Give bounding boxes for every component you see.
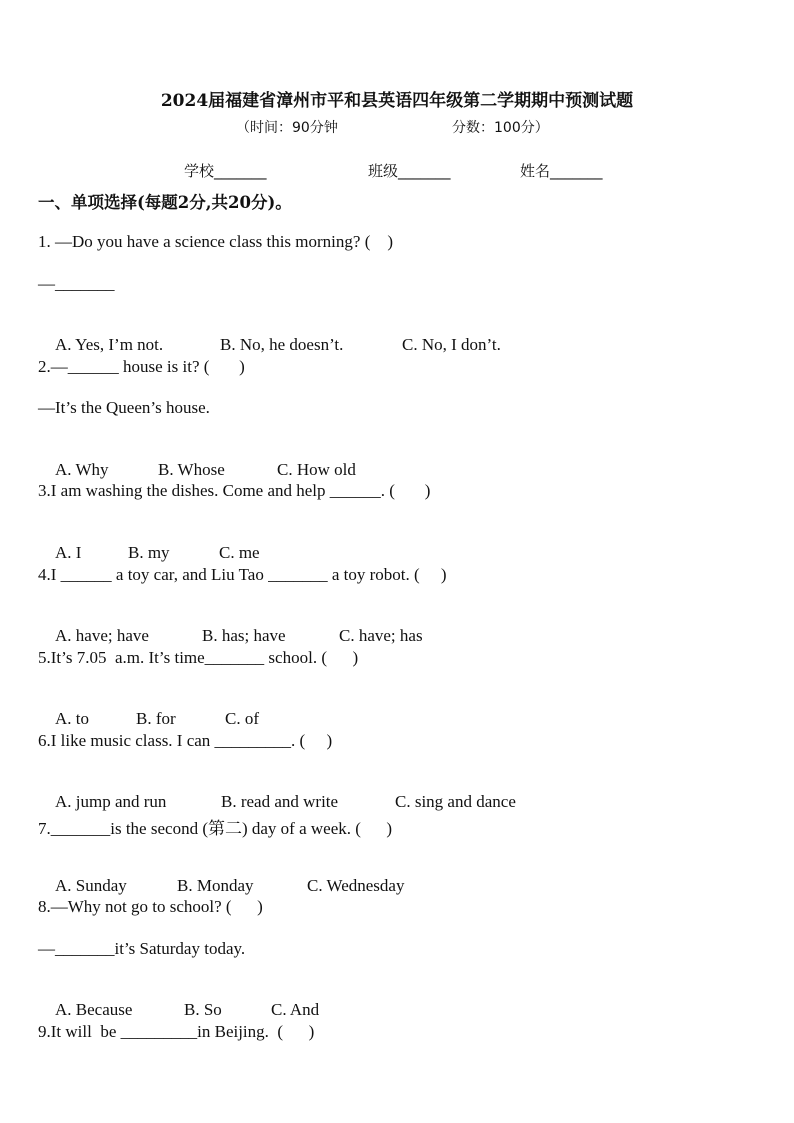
option-c: C. And: [271, 1000, 320, 1019]
option-c: C. No, I don’t.: [402, 335, 501, 354]
school-field: 学校_______: [184, 162, 267, 180]
class-field: 班级_______: [368, 162, 451, 180]
page-title: 2024届福建省漳州市平和县英语四年级第二学期期中预测试题: [160, 91, 634, 111]
option-b: B. read and write: [221, 792, 339, 811]
question-7-text: 7._______is the second (第二) day of a week. ( ): [38, 819, 393, 838]
option-c: C. have; has: [339, 626, 423, 645]
option-a: A. jump and run: [55, 792, 167, 811]
question-1-answer-line: —_______: [38, 274, 115, 293]
option-c: C. How old: [277, 460, 356, 479]
option-a: A. I: [55, 543, 82, 562]
question-1-text: 1. —Do you have a science class this morning? ( ): [38, 232, 394, 251]
option-a: A. have; have: [55, 626, 149, 645]
question-8-text: 8.—Why not go to school? ( ): [38, 897, 263, 916]
option-b: B. Monday: [177, 876, 254, 895]
option-b: B. for: [136, 709, 176, 728]
option-a: A. Why: [55, 460, 109, 479]
option-b: B. No, he doesn’t.: [220, 335, 344, 354]
question-3-text: 3.I am washing the dishes. Come and help ______. ( ): [38, 481, 431, 500]
question-5-text: 5.It’s 7.05 a.m. It’s time_______ school. ( ): [38, 648, 359, 667]
question-6-text: 6.I like music class. I can _________. ( ): [38, 731, 333, 750]
option-c: C. sing and dance: [395, 792, 516, 811]
option-b: B. So: [184, 1000, 222, 1019]
option-c: C. Wednesday: [307, 876, 405, 895]
question-2-answer-line: —It’s the Queen’s house.: [38, 398, 210, 417]
section-heading: 一、单项选择(每题2分,共20分)。: [38, 193, 292, 212]
question-4-text: 4.I ______ a toy car, and Liu Tao _______ a toy robot. ( ): [38, 565, 447, 584]
option-c: C. me: [219, 543, 260, 562]
exam-time: （时间：90分钟: [236, 120, 338, 136]
question-2-text: 2.—______ house is it? ( ): [38, 357, 245, 376]
question-8-answer-line: —_______it’s Saturday today.: [38, 939, 246, 958]
exam-score: 分数：100分）: [452, 120, 549, 136]
option-a: A. Yes, I’m not.: [55, 335, 164, 354]
question-9-text: 9.It will be _________in Beijing. ( ): [38, 1022, 315, 1041]
option-b: B. my: [128, 543, 170, 562]
option-b: B. Whose: [158, 460, 225, 479]
option-a: A. to: [55, 709, 89, 728]
option-b: B. has; have: [202, 626, 286, 645]
option-a: A. Because: [55, 1000, 133, 1019]
option-a: A. Sunday: [55, 876, 127, 895]
name-field: 姓名_______: [520, 162, 603, 180]
option-c: C. of: [225, 709, 259, 728]
